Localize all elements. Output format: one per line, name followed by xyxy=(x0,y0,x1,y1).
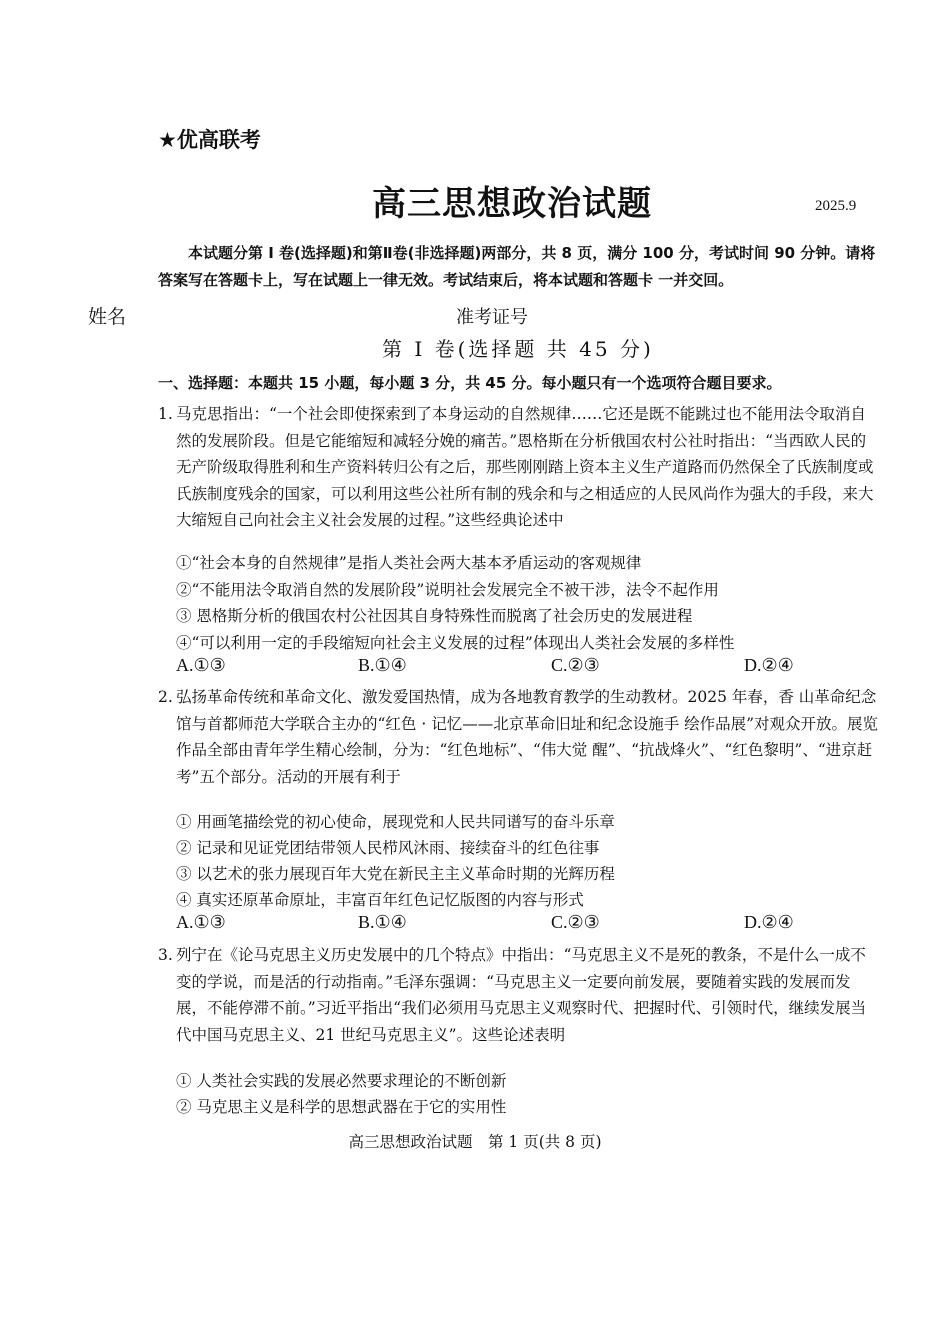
question-number: 1. xyxy=(158,405,173,423)
section-title: 第 I 卷(选择题 共 45 分) xyxy=(382,337,654,361)
question-1 xyxy=(158,401,880,534)
question-stem: 马克思指出：“一个社会即使探索到了本身运动的自然规律……它还是既不能跳过也不能用法令取消自然的发展阶段。但是它能缩短和减轻分娩的痛苦。”恩格斯在分析俄国农村公社时指出：“当西欧人民的无产阶级取得胜利和生产资料转归公有之后，那些刚刚踏上资本主义生产道路而仍然保全了氏族制度或氏族制度残余的国家，可以利用这些公社所有制的残余和与之相适应的人民风尚作为强大的手段，来大大缩短自己向社会主义社会发展的过程。”这些经典论述中 xyxy=(176,405,874,529)
question-number: 3. xyxy=(158,946,173,964)
option: ③ 以艺术的张力展现百年大党在新民主主义革命时期的光辉历程 xyxy=(176,865,615,883)
exam-id-label: 准考证号 xyxy=(456,307,528,328)
option: ① 用画笔描绘党的初心使命，展现党和人民共同谱写的奋斗乐章 xyxy=(176,813,615,831)
choice-d: D.②④ xyxy=(744,655,794,675)
option: ④“可以利用一定的手段缩短向社会主义发展的过程”体现出人类社会发展的多样性 xyxy=(176,634,735,652)
question-2 xyxy=(158,684,880,790)
question-stem: 列宁在《论马克思主义历史发展中的几个特点》中指出：“马克思主义不是死的教条，不是什么一成不变的学说，而是活的行动指南。”毛泽东强调：“马克思主义一定要向前发展，要随着实践的发展而发展，不能停滞不前。”习近平指出“我们必须用马克思主义观察时代、把握时代、引领时代，继续发展当代中国马克思主义、21 世纪马克思主义”。这些论述表明 xyxy=(176,946,867,1044)
choice-c: C.②③ xyxy=(551,912,600,932)
exam-brand xyxy=(158,124,261,154)
option: ① 人类社会实践的发展必然要求理论的不断创新 xyxy=(176,1072,507,1090)
option: ② 记录和见证党团结带领人民栉风沐雨、接续奋斗的红色往事 xyxy=(176,839,600,857)
exam-date: 2025.9 xyxy=(815,198,857,214)
option: ①“社会本身的自然规律”是指人类社会两大基本矛盾运动的客观规律 xyxy=(176,554,642,572)
option: ③ 恩格斯分析的俄国农村公社因其自身特殊性而脱离了社会历史的发展进程 xyxy=(176,607,693,625)
page-footer: 高三思想政治试题 第 1 页(共 8 页) xyxy=(348,1133,602,1151)
question-stem: 弘扬革命传统和革命文化、激发爱国热情，成为各地教育教学的生动教材。2025 年春，香 山革命纪念馆与首都师范大学联合主办的“红色 · 记忆——北京革命旧址和纪念设施手 绘作品展”对观众开放。展览作品全部由青年学生精心绘制，分为：“红色地标”、“伟大觉 醒”、“抗战烽火”、“红色黎明”、“进京赶考”五个部分。活动的开展有利于 xyxy=(176,688,879,786)
option: ④ 真实还原革命原址，丰富百年红色记忆版图的内容与形式 xyxy=(176,891,584,909)
star-icon: ★ xyxy=(158,128,177,152)
choice-d: D.②④ xyxy=(744,912,794,932)
choice-b: B.①④ xyxy=(358,655,407,675)
name-label: 姓名 xyxy=(88,306,127,328)
option: ② 马克思主义是科学的思想武器在于它的实用性 xyxy=(176,1098,507,1116)
brand-text: 优高联考 xyxy=(176,128,261,152)
choice-a: A.①③ xyxy=(176,655,226,675)
choice-c: C.②③ xyxy=(551,655,600,675)
exam-instructions: 本试题分第 I 卷(选择题)和第Ⅱ卷(非选择题)两部分，共 8 页，满分 100 分，考试时间 90 分钟。请将答案写在答题卡上，写在试题上一律无效。考试结束后，将本试题和答题卡 一并交回。 xyxy=(158,244,876,289)
page-title: 高三思想政治试题 xyxy=(372,184,652,224)
choice-a: A.①③ xyxy=(176,912,226,932)
choice-b: B.①④ xyxy=(358,912,407,932)
option: ②“不能用法令取消自然的发展阶段”说明社会发展完全不被干涉，法令不起作用 xyxy=(176,581,719,599)
question-number: 2. xyxy=(158,688,173,706)
question-3 xyxy=(158,942,880,1048)
part-heading: 一、选择题：本题共 15 小题，每小题 3 分，共 45 分。每小题只有一个选项符合题目要求。 xyxy=(158,374,782,392)
